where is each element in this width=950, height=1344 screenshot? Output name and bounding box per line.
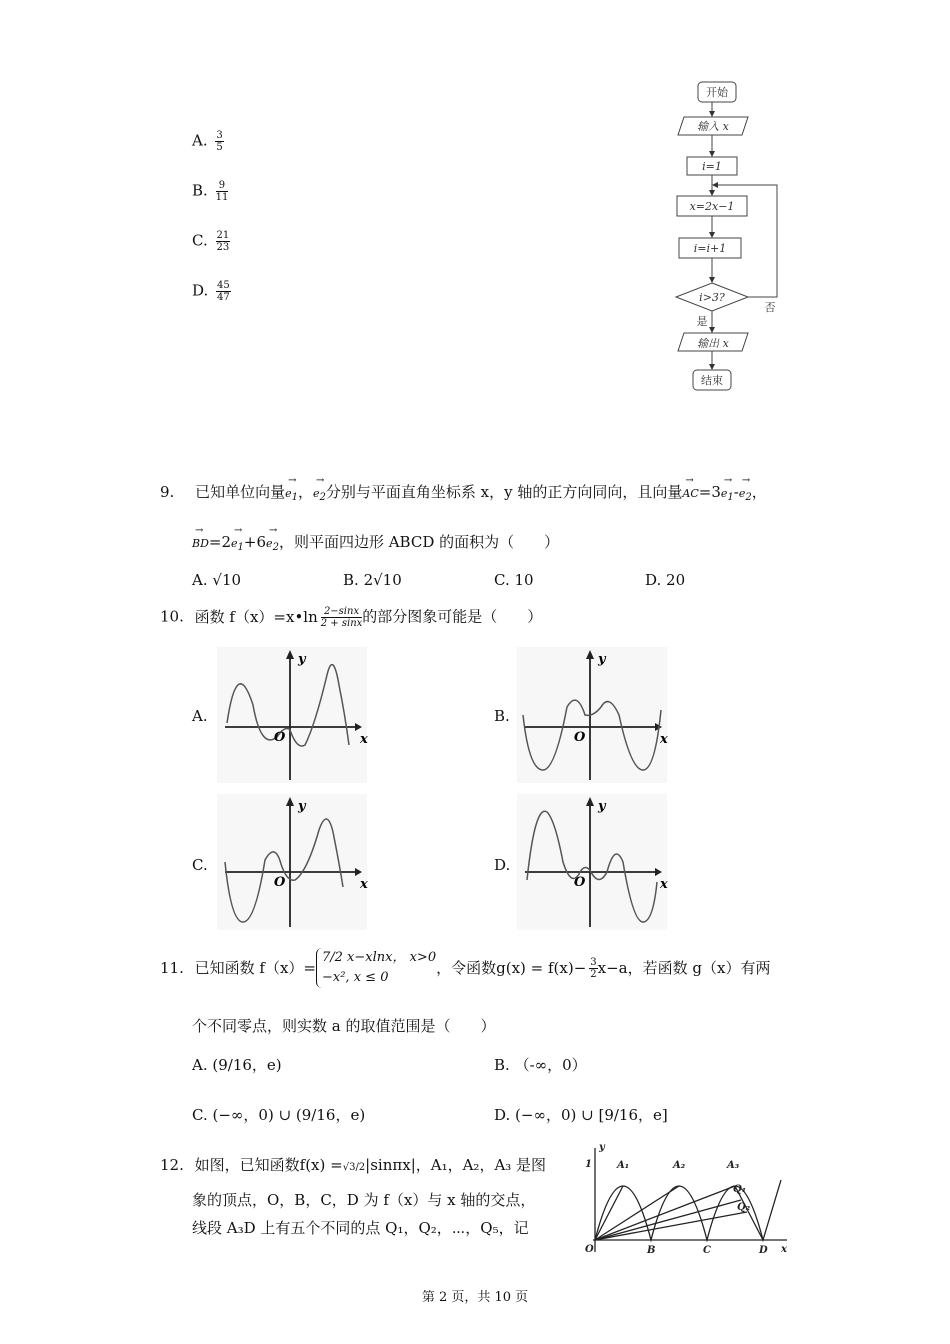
flow-output-text: 输出 x — [697, 337, 729, 350]
q12-graph — [575, 1140, 800, 1260]
flow-assign-text: x=2x−1 — [689, 200, 735, 213]
fraction: $\frac{3}{5}$ — [216, 130, 223, 153]
vector-ac: → AC — [682, 484, 698, 504]
flow-cond-text: i>3? — [699, 291, 725, 304]
q9-line2: → $BD=2\to e_1+6\to e_2$，则平面四边形 ABCD 的面积为（ ） — [192, 532, 559, 558]
label-d: D — [759, 1245, 768, 1256]
fraction: $\frac{9}{11}$ — [215, 180, 229, 203]
q10-option-c[interactable]: C. — [192, 856, 208, 874]
origin-label: O — [574, 875, 586, 890]
flowchart — [660, 75, 790, 395]
fraction: $\frac{21}{23}$ — [216, 230, 230, 253]
label-q1: Q₁ — [733, 1184, 747, 1195]
flow-init-text: i=1 — [702, 160, 722, 173]
question-number: 12. — [160, 1156, 184, 1174]
q8-option-b[interactable]: B. $\frac{9}{11}$ — [192, 180, 229, 203]
question-number: 9. — [160, 483, 175, 501]
q11-option-d[interactable]: D. (−∞，0) ∪ [9/16，e] — [494, 1106, 668, 1124]
label-a1: A₁ — [617, 1160, 630, 1171]
vector-e1: → $e_1$ — [231, 534, 244, 558]
q10-graph-a[interactable] — [215, 645, 370, 785]
q10-option-b[interactable]: B. — [494, 707, 510, 725]
question-number: 10. — [160, 607, 184, 626]
vector-bd: → BD — [192, 534, 209, 554]
y-label: y — [598, 652, 606, 667]
label-one: 1 — [585, 1159, 592, 1170]
segment-o-a1 — [595, 1186, 623, 1240]
vector-e2: → $e_2$ — [739, 484, 752, 508]
q10-option-a[interactable]: A. — [192, 707, 208, 725]
flow-no-text: 否 — [764, 301, 776, 314]
q9-option-a[interactable]: A. √10 — [192, 571, 242, 589]
q8-option-d[interactable]: D. $\frac{45}{47}$ — [192, 280, 230, 303]
q11-option-a[interactable]: A. (9/16，e) — [192, 1056, 282, 1074]
flow-yes-text: 是 — [696, 315, 708, 328]
flow-end-text: 结束 — [701, 374, 723, 387]
x-label: x — [660, 732, 668, 747]
label-a2: A₂ — [673, 1160, 686, 1171]
q12-line1: 12. 如图，已知函数f(x) =√3/2|sinπx|，A₁，A₂，A₃ 是图 — [160, 1156, 547, 1174]
label-o: O — [585, 1244, 594, 1255]
q11-stem: 11. 已知函数 f（x）= 7/2 x−xlnx， x>0 −x², x ≤ 0 ，令函数g(x) = f(x)− $\frac{3}{2}$ x−a，若函数 g（x）有两 — [160, 948, 770, 998]
y-label: y — [598, 799, 606, 814]
label-c: C — [703, 1245, 711, 1256]
fraction: $\frac{3}{2}$ — [590, 956, 597, 980]
flow-start-text: 开始 — [706, 86, 728, 99]
segment-o-a3 — [595, 1186, 735, 1240]
fraction: $\frac{45}{47}$ — [217, 280, 230, 303]
q9-option-d[interactable]: D. 20 — [645, 571, 686, 589]
label-a3: A₃ — [727, 1160, 740, 1171]
q11-line2: 个不同零点，则实数 a 的取值范围是（ ） — [192, 1017, 496, 1035]
vector-e2: → $e_2$ — [313, 484, 326, 508]
label-y: y — [599, 1142, 605, 1153]
q11-option-b[interactable]: B. （-∞，0） — [494, 1056, 587, 1074]
flow-input-text: 输入 x — [697, 120, 729, 133]
y-label: y — [298, 799, 306, 814]
q9-line1: 9. 已知单位向量→ $e_1$，→ $e_2$分别与平面直角坐标系 x，y 轴的正方向同向，且向量→ $AC=3\to e_1-\to e_2$， — [160, 482, 767, 508]
fraction: $\frac{2-\sin x}{2 + \sin x}$ — [320, 606, 363, 629]
x-label: x — [660, 877, 668, 892]
q10-option-d[interactable]: D. — [494, 856, 511, 874]
q10-stem: 10. 函数 f（x）=x•ln $\frac{2-\sin x}{2 + \sin x}$ 的部分图象可能是（ ） — [160, 606, 543, 629]
q10-graph-c[interactable] — [215, 792, 370, 932]
piecewise-function: 7/2 x−xlnx， x>0 −x², x ≤ 0 — [316, 948, 436, 988]
q11-option-c[interactable]: C. (−∞，0) ∪ (9/16，e) — [192, 1106, 366, 1124]
y-label: y — [298, 652, 306, 667]
x-label: x — [360, 732, 368, 747]
x-label: x — [360, 877, 368, 892]
sine-curve — [595, 1180, 781, 1240]
label-x: x — [781, 1244, 787, 1255]
q10-graph-b[interactable] — [515, 645, 670, 785]
vector-e2: → $e_2$ — [266, 534, 279, 558]
flow-incr-text: i=i+1 — [693, 242, 727, 255]
question-number: 11. — [160, 959, 184, 977]
q10-graph-d[interactable] — [515, 792, 670, 932]
vector-e1: → $e_1$ — [721, 484, 734, 508]
q9-option-b[interactable]: B. 2√10 — [343, 571, 402, 589]
origin-label: O — [274, 730, 286, 745]
label-q2: Q₂ — [737, 1202, 751, 1213]
segment-o-q1 — [595, 1200, 741, 1240]
q8-option-a[interactable]: A. $\frac{3}{5}$ — [192, 130, 223, 153]
origin-label: O — [274, 875, 286, 890]
label-b: B — [647, 1245, 656, 1256]
origin-label: O — [574, 730, 586, 745]
vector-e1: → $e_1$ — [285, 484, 298, 508]
q8-option-c[interactable]: C. $\frac{21}{23}$ — [192, 230, 230, 253]
q9-option-c[interactable]: C. 10 — [494, 571, 534, 589]
q12-line3: 线段 A₃D 上有五个不同的点 Q₁，Q₂，⋯，Q₅，记 — [192, 1219, 529, 1237]
q12-line2: 象的顶点，O，B，C，D 为 f（x）与 x 轴的交点， — [192, 1191, 536, 1209]
page-footer: 第 2 页，共 10 页 — [421, 1290, 529, 1305]
